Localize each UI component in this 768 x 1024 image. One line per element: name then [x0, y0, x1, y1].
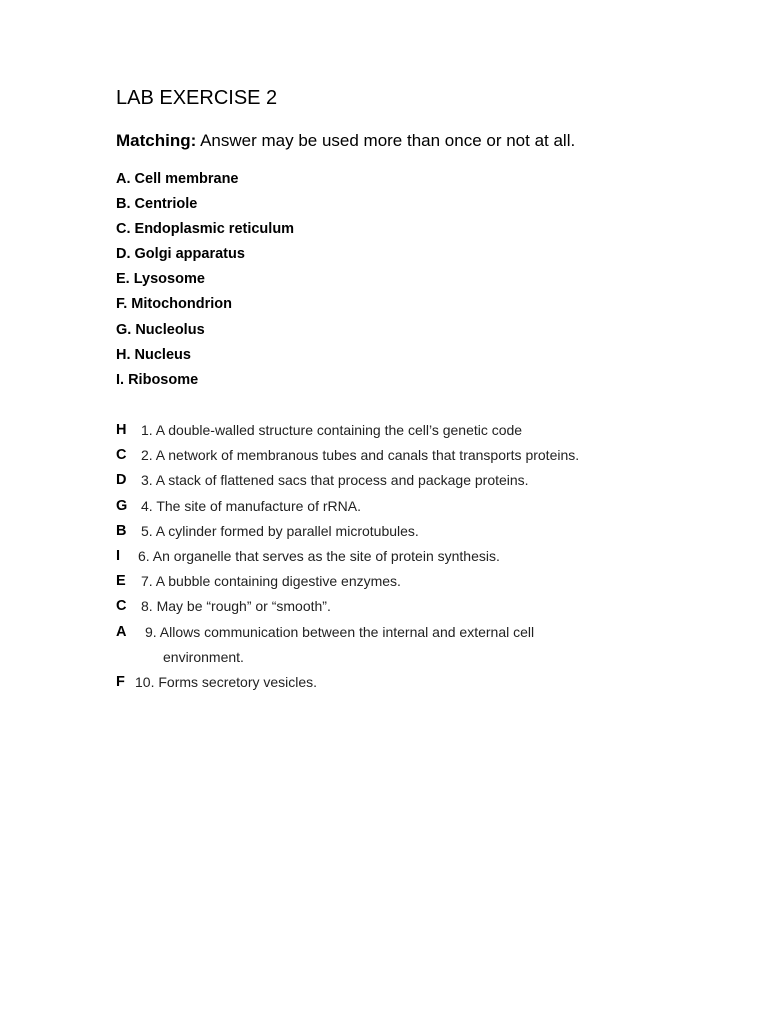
- question-answer: E: [116, 573, 126, 590]
- instruction-label: Matching:: [116, 131, 197, 150]
- question-text: 7. A bubble containing digestive enzymes.: [141, 573, 401, 590]
- option-c: C. Endoplasmic reticulum: [116, 221, 295, 238]
- option-b: B. Centriole: [116, 196, 198, 213]
- page-title: LAB EXERCISE 2: [116, 87, 278, 109]
- option-g: G. Nucleolus: [116, 321, 205, 338]
- question-answer: B: [116, 522, 127, 539]
- question-text: 5. A cylinder formed by parallel microtubules.: [141, 522, 419, 539]
- question-text: 10. Forms secretory vesicles.: [135, 673, 318, 690]
- instruction-text: Answer may be used more than once or not at all.: [196, 131, 576, 150]
- question-answer: H: [116, 422, 127, 438]
- question-text: 6. An organelle that serves as the site of protein synthesis.: [138, 547, 500, 564]
- option-a: A. Cell membrane: [116, 171, 239, 187]
- question-text: 3. A stack of flattened sacs that process and package proteins.: [141, 472, 529, 489]
- question-answer: C: [116, 598, 127, 615]
- question-text: 9. Allows communication between the internal and external cell: [145, 623, 535, 640]
- question-answer: C: [116, 447, 127, 464]
- question-text: 1. A double-walled structure containing the cell’s genetic code: [141, 422, 523, 438]
- question-answer: I: [116, 547, 121, 564]
- option-h: H. Nucleus: [116, 346, 191, 363]
- instruction-line: [116, 130, 575, 152]
- option-i: I. Ribosome: [116, 371, 199, 388]
- option-e: E. Lysosome: [116, 271, 205, 288]
- question-answer: D: [116, 472, 127, 489]
- question-answer: G: [116, 497, 128, 514]
- question-answer: A: [116, 623, 127, 640]
- option-d: D. Golgi apparatus: [116, 246, 245, 263]
- question-answer: F: [116, 673, 125, 690]
- question-text: 4. The site of manufacture of rRNA.: [141, 497, 361, 514]
- question-text: 8. May be “rough” or “smooth”.: [141, 598, 331, 615]
- answer-options-list: [116, 168, 294, 394]
- question-text: 2. A network of membranous tubes and canals that transports proteins.: [141, 447, 580, 464]
- option-f: F. Mitochondrion: [116, 296, 232, 313]
- question-text-continuation: environment.: [163, 648, 244, 665]
